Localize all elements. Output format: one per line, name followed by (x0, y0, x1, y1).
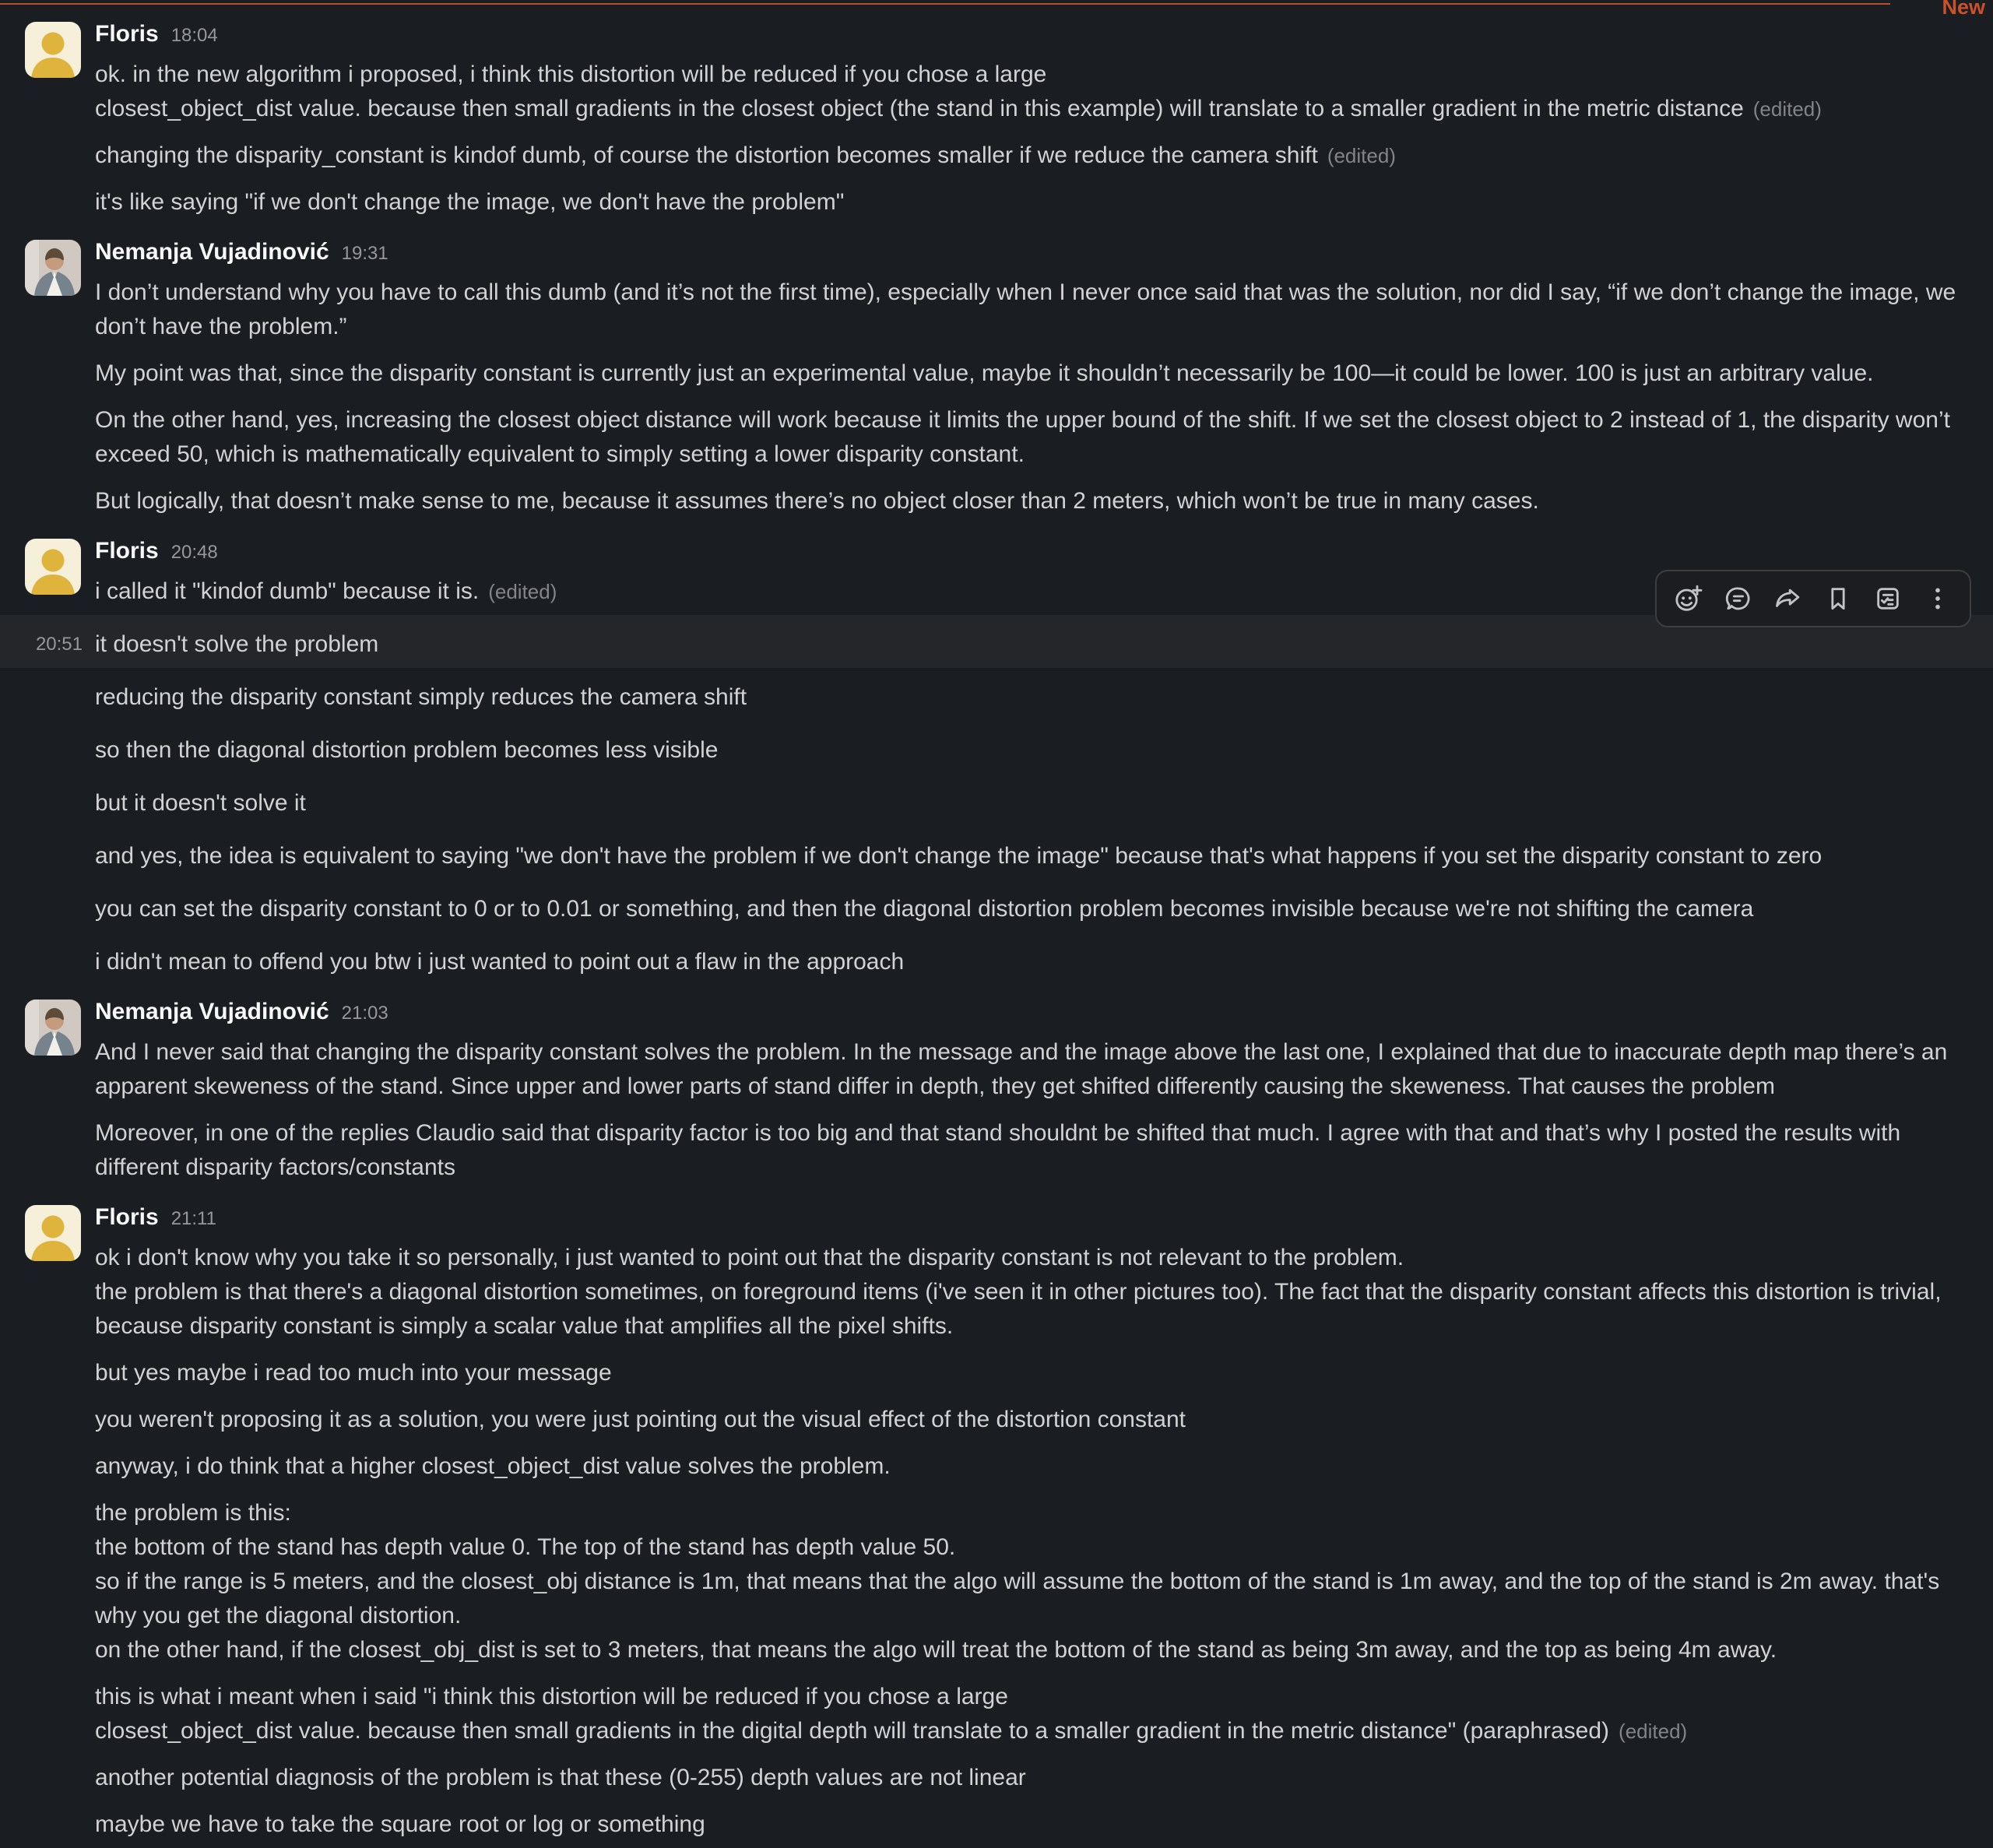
save-for-later-icon[interactable] (1814, 574, 1862, 623)
message-line: the bottom of the stand has depth value 0. The top of the stand has depth value 50. (95, 1534, 956, 1560)
message-line: closest_object_dist value. because then small gradients in the closest object (the stand in this example) will translate to a smaller gradient in the metric distance (edited) (95, 96, 1822, 121)
message-line: i called it "kindof dumb" because it is. (edited) (95, 578, 557, 604)
message-line: And I never said that changing the disparity constant solves the problem. In the message and the image above the last one, I explained that due to inaccurate depth map there’s an apparent skeweness of the stand. Since upper and lower parts of stand differ in depth, they get shifted differently causing the skeweness. That causes the problem (95, 1039, 1948, 1099)
message-line: on the other hand, if the closest_obj_dist is set to 3 meters, that means the algo will treat the bottom of the stand as being 3m away, and the top as being 4m away. (95, 1637, 1777, 1663)
message-header (95, 1202, 1965, 1235)
message-line: reducing the disparity constant simply reduces the camera shift (95, 684, 747, 710)
message-row (0, 721, 1993, 774)
message-line: but yes maybe i read too much into your message (95, 1360, 612, 1386)
message-row (0, 1196, 1993, 1848)
message-text-block (95, 1403, 1965, 1437)
forward-message-icon[interactable] (1764, 574, 1812, 623)
message-line: ok. in the new algorithm i proposed, i think this distortion will be reduced if you chose a large (95, 61, 1047, 87)
message-text-block (95, 1356, 1965, 1390)
message-body (95, 680, 1965, 715)
message-header (95, 996, 1965, 1029)
message-text-block (95, 403, 1965, 472)
message-timestamp[interactable]: 18:04 (170, 25, 218, 46)
message-gutter (0, 780, 95, 820)
message-row (0, 933, 1993, 985)
message-content (95, 727, 1965, 768)
message-line: so then the diagonal distortion problem becomes less visible (95, 737, 719, 763)
message-body (95, 627, 1965, 662)
nemanja-avatar[interactable] (25, 240, 81, 296)
message-timestamp[interactable]: 21:03 (341, 1003, 388, 1024)
message-line: you weren't proposing it as a solution, you were just pointing out the visual effect of the distortion constant (95, 1407, 1186, 1432)
message-text-block (95, 139, 1965, 173)
message-timestamp[interactable]: 20:48 (170, 542, 218, 563)
add-to-checklist-icon[interactable] (1864, 574, 1912, 623)
message-gutter (0, 996, 95, 1185)
message-text-block (95, 627, 1965, 662)
message-line: the problem is this: (95, 1500, 291, 1526)
floris-avatar[interactable] (25, 22, 81, 78)
message-body (95, 786, 1965, 820)
message-line: closest_object_dist value. because then small gradients in the digital depth will translate to a smaller gradient in the metric distance" (paraphrased) (edited) (95, 1718, 1688, 1744)
message-timestamp[interactable]: 19:31 (341, 243, 388, 264)
message-body (95, 892, 1965, 926)
message-text-block (95, 1035, 1965, 1104)
message-text-block (95, 185, 1965, 220)
message-body (95, 1241, 1965, 1842)
message-body (95, 839, 1965, 873)
message-content (95, 19, 1965, 220)
message-gutter (0, 674, 95, 715)
message-gutter (0, 536, 95, 609)
message-row (0, 615, 1993, 668)
gutter-timestamp[interactable]: 20:51 (35, 634, 83, 655)
message-line: anyway, i do think that a higher closest_object_dist value solves the problem. (95, 1453, 891, 1479)
author-name[interactable]: Floris (95, 538, 159, 564)
floris-avatar[interactable] (25, 1205, 81, 1261)
message-content (95, 939, 1965, 979)
message-content (95, 886, 1965, 926)
message-content (95, 996, 1965, 1185)
default-person-avatar-icon (25, 1205, 81, 1261)
message-text-block (95, 357, 1965, 391)
message-text-block (95, 1680, 1965, 1748)
new-divider-label: New (1942, 0, 1985, 19)
message-text-block (95, 1761, 1965, 1795)
message-body (95, 733, 1965, 768)
message-line: On the other hand, yes, increasing the closest object distance will work because it limits the upper bound of the shift. If we set the closest object to 2 instead of 1, the disparity won’t exceed 50, which is mathematically equivalent to simply setting a lower disparity constant. (95, 407, 1950, 467)
message-gutter (0, 886, 95, 926)
message-body (95, 945, 1965, 979)
message-content (95, 833, 1965, 873)
message-gutter (0, 19, 95, 220)
message-line: so if the range is 5 meters, and the closest_obj distance is 1m, that means that the algo will assume the bottom of the stand is 1m away, and the top of the stand is 2m away. that's why you get the diagonal distortion. (95, 1569, 1940, 1628)
edited-label: (edited) (1752, 97, 1822, 121)
message-text-block (95, 1241, 1965, 1344)
message-header (95, 536, 1965, 568)
message-text-block (95, 1116, 1965, 1185)
message-line: but it doesn't solve it (95, 790, 306, 816)
message-body (95, 58, 1965, 220)
message-content (95, 674, 1965, 715)
message-text-block (95, 733, 1965, 768)
author-name[interactable]: Floris (95, 21, 159, 47)
more-actions-icon[interactable] (1914, 574, 1962, 623)
message-gutter (0, 727, 95, 768)
message-content (95, 780, 1965, 820)
message-header (95, 237, 1965, 269)
message-row (0, 12, 1993, 226)
message-line: I don’t understand why you have to call this dumb (and it’s not the first time), especially when I never once said that was the solution, nor did I say, “if we don’t change the image, we don’t have the problem.” (95, 279, 1956, 339)
message-header (95, 19, 1965, 51)
message-text-block (95, 484, 1965, 518)
edited-label: (edited) (1327, 144, 1396, 167)
message-line: the problem is that there's a diagonal distortion sometimes, on foreground items (i've seen it in other pictures too). The fact that the disparity constant affects this distortion is trivial, because disparity constant is simply a scalar value that amplifies all the pixel shifts. (95, 1279, 1942, 1339)
message-line: it doesn't solve the problem (95, 631, 379, 657)
message-text-block (95, 786, 1965, 820)
author-name[interactable]: Floris (95, 1204, 159, 1230)
message-line: maybe we have to take the square root or log or something (95, 1811, 705, 1837)
add-reaction-icon[interactable] (1664, 574, 1713, 623)
message-body (95, 1035, 1965, 1185)
message-line: ok i don't know why you take it so personally, i just wanted to point out that the disparity constant is not relevant to the problem. (95, 1245, 1404, 1270)
message-gutter (0, 237, 95, 518)
message-text-block (95, 680, 1965, 715)
message-text-block (95, 1808, 1965, 1842)
message-text-block (95, 1496, 1965, 1667)
message-line: changing the disparity_constant is kindof dumb, of course the distortion becomes smaller if we reduce the camera shift (edited) (95, 142, 1396, 168)
message-gutter (0, 833, 95, 873)
message-line: i didn't mean to offend you btw i just wanted to point out a flaw in the approach (95, 949, 905, 975)
message-row (0, 827, 1993, 880)
message-line: Moreover, in one of the replies Claudio said that disparity factor is too big and that stand shouldnt be shifted that much. I agree with that and that’s why I posted the results with different disparity factors/constants (95, 1120, 1901, 1180)
default-person-avatar-icon (25, 22, 81, 78)
message-line: it's like saying "if we don't change the image, we don't have the problem" (95, 189, 845, 215)
message-text-block (95, 276, 1965, 344)
message-text-block (95, 1449, 1965, 1484)
message-text-block (95, 892, 1965, 926)
message-line: and yes, the idea is equivalent to saying "we don't have the problem if we don't change the image" because that's what happens if you set the disparity constant to zero (95, 843, 1823, 869)
reply-in-thread-icon[interactable] (1714, 574, 1763, 623)
message-body (95, 276, 1965, 518)
message-line: But logically, that doesn’t make sense to me, because it assumes there’s no object closer than 2 meters, which won’t be true in many cases. (95, 488, 1539, 514)
message-content (95, 237, 1965, 518)
message-line: you can set the disparity constant to 0 or to 0.01 or something, and then the diagonal distortion problem becomes invisible because we're not shifting the camera (95, 896, 1754, 922)
nemanja-avatar[interactable] (25, 1000, 81, 1056)
profile-photo-avatar-icon (25, 240, 81, 296)
message-gutter (0, 1202, 95, 1842)
message-row (0, 668, 1993, 721)
author-name[interactable]: Nemanja Vujadinović (95, 999, 329, 1024)
message-text-block (95, 839, 1965, 873)
message-text-block (95, 58, 1965, 126)
floris-avatar[interactable] (25, 539, 81, 595)
message-line: another potential diagnosis of the problem is that these (0-255) depth values are not linear (95, 1765, 1026, 1790)
message-row (0, 880, 1993, 933)
profile-photo-avatar-icon (25, 1000, 81, 1056)
message-gutter (0, 621, 95, 662)
author-name[interactable]: Nemanja Vujadinović (95, 239, 329, 265)
message-row (0, 230, 1993, 525)
message-actions-toolbar (1655, 570, 1971, 627)
message-row (0, 990, 1993, 1191)
edited-label: (edited) (488, 580, 557, 603)
default-person-avatar-icon (25, 539, 81, 595)
message-timestamp[interactable]: 21:11 (170, 1208, 216, 1229)
message-line: this is what i meant when i said "i think this distortion will be reduced if you chose a large (95, 1684, 1008, 1709)
message-text-block (95, 945, 1965, 979)
edited-label: (edited) (1619, 1720, 1688, 1743)
message-row (0, 774, 1993, 827)
message-content (95, 1202, 1965, 1842)
message-line: My point was that, since the disparity constant is currently just an experimental value, maybe it shouldn’t necessarily be 100—it could be lower. 100 is just an arbitrary value. (95, 360, 1874, 386)
message-gutter (0, 939, 95, 979)
